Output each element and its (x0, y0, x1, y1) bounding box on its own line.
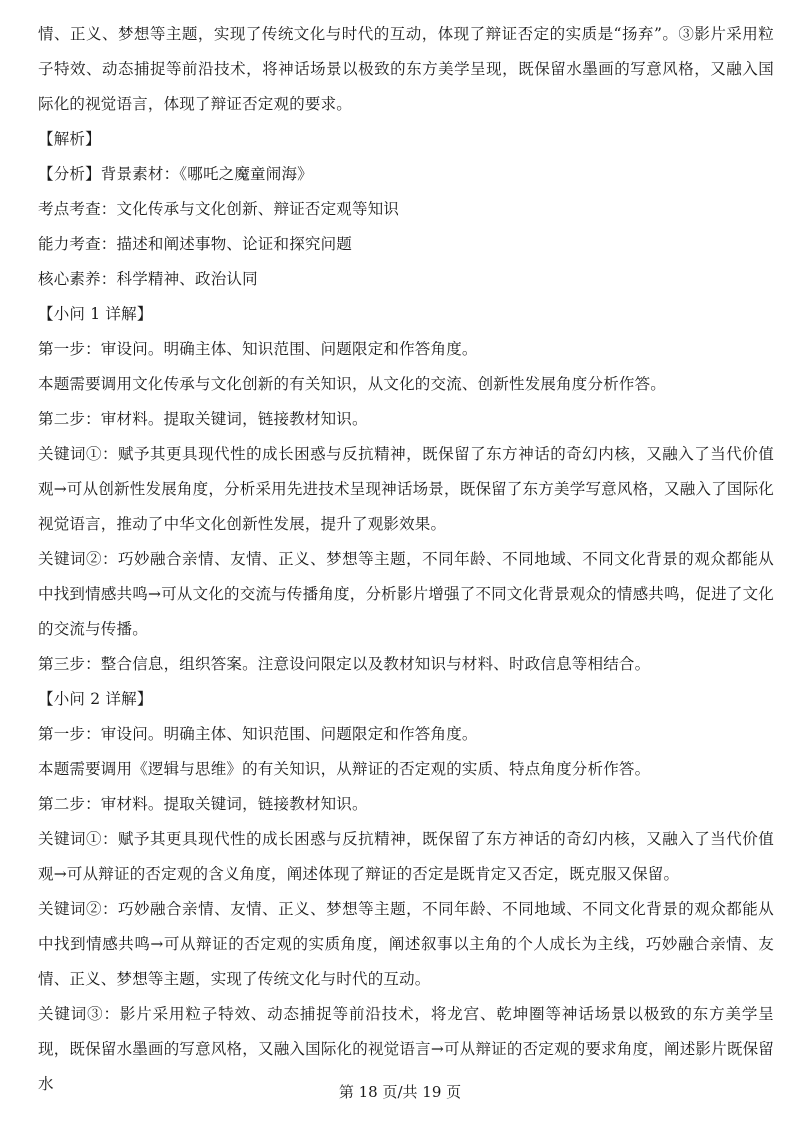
background-material-line: 【分析】背景素材：《哪吒之魔童闹海》 (38, 165, 313, 183)
q1-step-3: 第三步：整合信息，组织答案。注意设问限定以及教材知识与材料、时政信息等相结合。 (38, 655, 651, 673)
q2-keyword-3: 关键词③：影片采用粒子特效、动态捕捉等前沿技术，将龙宫、乾坤圈等神话场景以极致的东方美学呈现，既保留水墨画的写意风格，又融入国际化的视觉语言→可从辩证的否定观的要求角度，阐述影片既保留水 (38, 1005, 774, 1093)
answer-continuation-paragraph: 情、正义、梦想等主题，实现了传统文化与时代的互动，体现了辩证否定的实质是“扬弃”。③影片采用粒子特效、动态捕捉等前沿技术，将神话场景以极致的东方美学呈现，既保留水墨画的写意风格，又融入国际化的视觉语言，体现了辩证否定观的要求。 (38, 25, 774, 113)
q2-step-2: 第二步：审材料。提取关键词，链接教材知识。 (38, 795, 368, 813)
q1-keyword-2: 关键词②：巧妙融合亲情、友情、正义、梦想等主题，不同年龄、不同地域、不同文化背景的观众都能从中找到情感共鸣→可从文化的交流与传播角度，分析影片增强了不同文化背景观众的情感共鸣，促进了文化的交流与传播。 (38, 550, 774, 638)
core-literacy-line: 核心素养：科学精神、政治认同 (38, 270, 258, 288)
exam-points-line: 考点考查：文化传承与文化创新、辩证否定观等知识 (38, 200, 400, 218)
subquestion-2-heading: 【小问 2 详解】 (38, 690, 153, 708)
q1-keyword-1: 关键词①：赋予其更具现代性的成长困惑与反抗精神，既保留了东方神话的奇幻内核，又融入了当代价值观→可从创新性发展角度，分析采用先进技术呈现神话场景，既保留了东方美学写意风格，又融入了国际化视觉语言，推动了中华文化创新性发展，提升了观影效果。 (38, 445, 774, 533)
section-heading-analysis: 【解析】 (38, 130, 101, 148)
q1-knowledge-line: 本题需要调用文化传承与文化创新的有关知识，从文化的交流、创新性发展角度分析作答。 (38, 375, 667, 393)
q2-keyword-1: 关键词①：赋予其更具现代性的成长困惑与反抗精神，既保留了东方神话的奇幻内核，又融入了当代价值观→可从辩证的否定观的含义角度，阐述体现了辩证的否定是既肯定又否定，既克服又保留。 (38, 830, 774, 883)
page-number-footer: 第 18 页/共 19 页 (338, 1083, 462, 1101)
subquestion-1-heading: 【小问 1 详解】 (38, 305, 153, 323)
q1-step-2: 第二步：审材料。提取关键词，链接教材知识。 (38, 410, 368, 428)
q2-knowledge-line: 本题需要调用《逻辑与思维》的有关知识，从辩证的否定观的实质、特点角度分析作答。 (38, 760, 651, 778)
q2-keyword-2: 关键词②：巧妙融合亲情、友情、正义、梦想等主题，不同年龄、不同地域、不同文化背景的观众都能从中找到情感共鸣→可从辩证的否定观的实质角度，阐述叙事以主角的个人成长为主线，巧妙融合亲情、友情、正义、梦想等主题，实现了传统文化与时代的互动。 (38, 900, 774, 988)
document-page (38, 0, 774, 1126)
ability-line: 能力考查：描述和阐述事物、论证和探究问题 (38, 235, 353, 253)
q1-step-1: 第一步：审设问。明确主体、知识范围、问题限定和作答角度。 (38, 340, 478, 358)
q2-step-1: 第一步：审设问。明确主体、知识范围、问题限定和作答角度。 (38, 725, 478, 743)
